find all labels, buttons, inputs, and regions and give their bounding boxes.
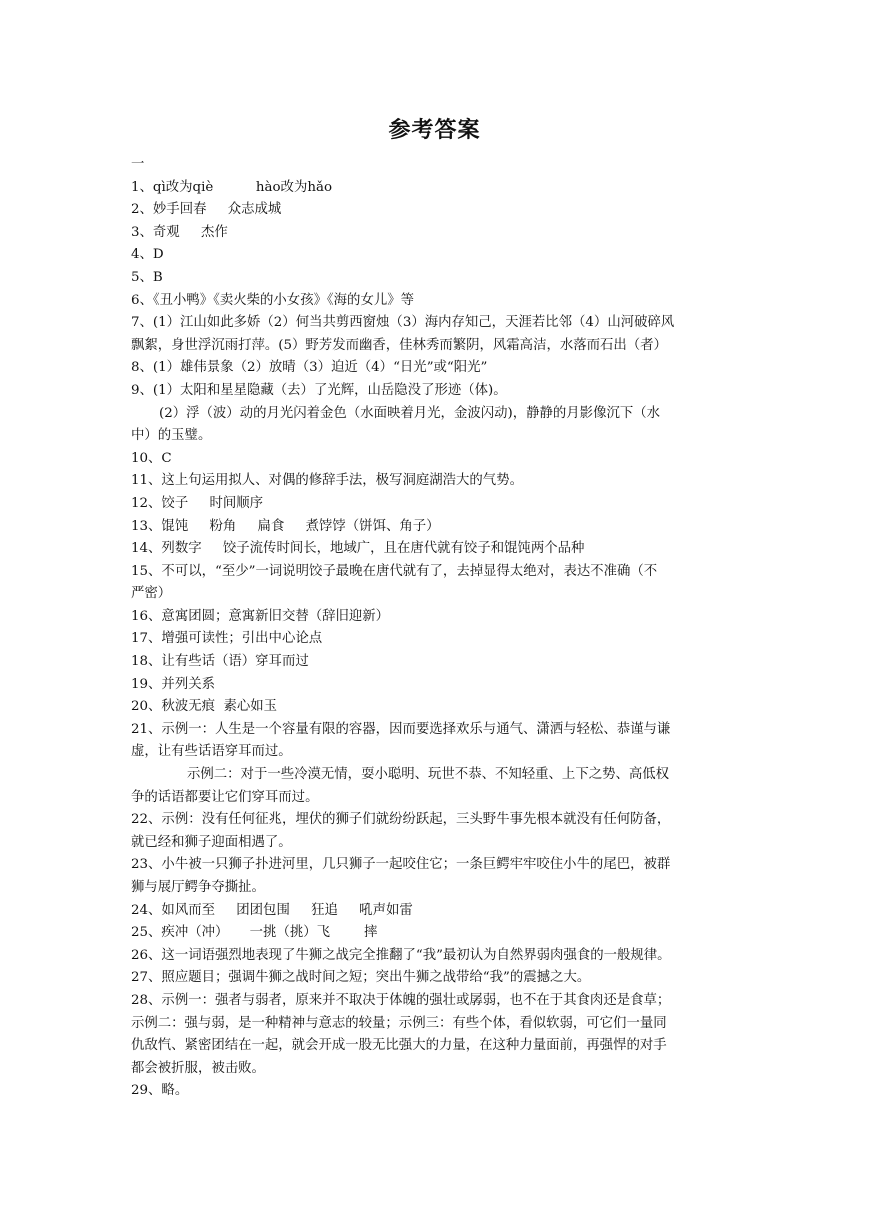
answer-line: 就已经和狮子迎面相遇了。 [131,834,292,850]
answer-line: 6、《丑小鸭》《卖火柴的小女孩》《海的女儿》等 [131,292,415,308]
answer-line: 7、(1）江山如此多娇（2）何当共剪西窗烛（3）海内存知己，天涯若比邻（4）山河破碎风 [131,315,675,331]
answer-line: 示例二：对于一些冷漠无情，耍小聪明、玩世不恭、不知轻重、上下之势、高低权 [187,767,670,783]
answer-line: 4、D [131,247,164,263]
answer-line: 都会被折服，被击败。 [131,1060,265,1076]
answer-line: 14、列数字 饺子流传时间长，地域广，且在唐代就有饺子和馄饨两个品种 [131,541,585,557]
answer-line: 17、增强可读性；引出中心论点 [131,631,323,647]
answer-line: 24、如风而至 团团包围 狂追 吼声如雷 [131,902,413,918]
answer-line: 虚，让有些话语穿耳而过。 [131,744,292,760]
answer-line: 10、C [131,450,172,466]
answer-line: 16、意寓团圆；意寓新旧交替（辞旧迎新） [131,608,390,624]
answer-line: (2）浮（波）动的月光闪着金色（水面映着月光，金波闪动)，静静的月影像沉下（水 [159,405,661,421]
answer-list [131,154,741,1103]
answer-line: 13、馄饨 粉角 扁食 煮饽饽（饼饵、角子） [131,518,440,534]
answer-line: 1、qì改为qiè hào改为hǎo [131,179,333,195]
answer-line: 20、秋波无痕 素心如玉 [131,699,278,715]
answer-line: 19、并列关系 [131,676,215,692]
answer-line: 示例二：强与弱，是一种精神与意志的较量；示例三：有些个体，看似软弱，可它们一量同 [131,1015,667,1031]
answer-line: 中）的玉璧。 [131,428,212,444]
answer-line: 2、妙手回春 众志成城 [131,202,282,218]
answer-line: 仇敌忾、紧密团结在一起，就会开成一股无比强大的力量，在这种力量面前，再强悍的对手 [131,1038,667,1054]
answer-line: 28、示例一：强者与弱者，原来并不取决于体魄的强壮或孱弱，也不在于其食肉还是食草； [131,992,671,1008]
answer-line: 18、让有些话（语）穿耳而过 [131,654,309,670]
answer-line: 12、饺子 时间顺序 [131,495,264,511]
answer-line: 29、略。 [131,1083,189,1099]
answer-line: 27、照应题目；强调牛狮之战时间之短；突出牛狮之战带给“我”的震撼之大。 [131,970,591,986]
answer-line: 15、不可以，“至少”一词说明饺子最晚在唐代就有了，去掉显得太绝对，表达不准确（不 [131,563,658,579]
answer-line: 21、示例一：人生是一个容量有限的容器，因而要选择欢乐与通气、潇洒与轻松、恭谨与谦 [131,721,671,737]
answer-line: 争的话语都要让它们穿耳而过。 [131,789,319,805]
answer-line: 25、疾冲（冲） 一挑（挑）飞 摔 [131,925,378,941]
answer-line: 8、(1）雄伟景象（2）放晴（3）迫近（4）“日光”或“阳光” [131,360,488,376]
answer-line: 11、这上句运用拟人、对偶的修辞手法，极写洞庭湖浩大的气势。 [131,473,523,489]
section-label: 一 [131,157,145,172]
answer-line: 9、(1）太阳和星星隐藏（去）了光辉，山岳隐没了形迹（体)。 [131,382,507,398]
page-title: 参考答案 [388,118,481,143]
answer-line: 26、这一词语强烈地表现了牛狮之战完全推翻了“我”最初认为自然界弱肉强食的一般规律。 [131,947,671,963]
answer-line: 3、奇观 杰作 [131,224,228,240]
answer-line: 严密） [131,586,172,602]
answer-line: 23、小牛被一只狮子扑进河里，几只狮子一起咬住它；一条巨鳄牢牢咬住小牛的尾巴，被群 [131,857,671,873]
answer-line: 5、B [131,269,163,285]
answer-line: 22、示例：没有任何征兆，埋伏的狮子们就纷纷跃起，三头野牛事先根本就没有任何防备， [131,812,671,828]
answer-line: 飘絮，身世浮沉雨打萍。(5）野芳发而幽香，佳林秀而繁阴，风霜高洁，水落而石出（者） [131,337,667,353]
answer-line: 狮与展厅鳄争夺撕扯。 [131,880,265,895]
